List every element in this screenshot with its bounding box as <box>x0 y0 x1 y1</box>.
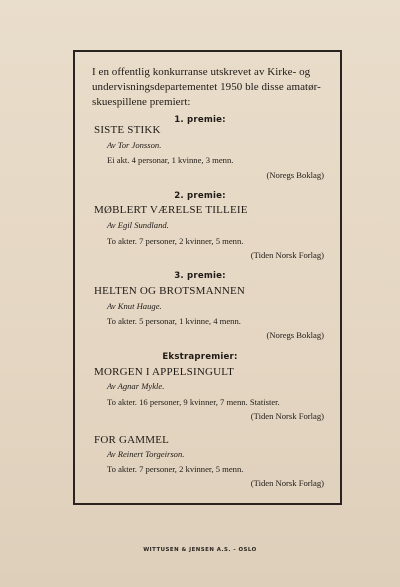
play-author: Av Agnar Mykle. <box>107 381 165 391</box>
prize-heading-text: 3. premie: <box>174 271 226 281</box>
prize-heading <box>0 271 400 281</box>
printer-imprint: WITTUSEN & JENSEN A.S. - OSLO <box>143 547 257 553</box>
play-cast: To akter. 7 personer, 2 kvinner, 5 menn. <box>107 236 244 246</box>
intro-line: I en offentlig konkurranse utskrevet av Kirke- og <box>92 66 311 78</box>
prize-heading-text: Ekstrapremier: <box>162 352 238 362</box>
prize-heading-text: 1. premie: <box>174 115 226 125</box>
play-author: Av Reinert Torgeirson. <box>107 449 185 459</box>
intro-paragraph <box>92 65 336 110</box>
play-publisher: (Tiden Norsk Forlag) <box>250 478 324 488</box>
intro-line: undervisningsdepartementet 1950 ble disse amatør- <box>92 81 321 93</box>
play-author: Av Knut Hauge. <box>107 301 162 311</box>
play-title: FOR GAMMEL <box>94 434 170 446</box>
play-cast: Ei akt. 4 personar, 1 kvinne, 3 menn. <box>107 155 234 165</box>
play-title: MORGEN I APPELSINGULT <box>94 366 235 378</box>
prize-heading-text: 2. premie: <box>174 191 226 201</box>
play-publisher: (Noregs Boklag) <box>266 330 324 340</box>
intro-line: skuespillene premiert: <box>92 96 191 108</box>
prize-heading <box>0 191 400 201</box>
play-cast: To akter. 5 personar, 1 kvinne, 4 menn. <box>107 316 241 326</box>
play-author: Av Egil Sundland. <box>107 220 169 230</box>
play-author: Av Tor Jonsson. <box>107 140 162 150</box>
play-publisher: (Tiden Norsk Forlag) <box>250 250 324 260</box>
play-title: HELTEN OG BROTSMANNEN <box>94 285 246 297</box>
prize-heading <box>0 352 400 362</box>
play-title: MØBLERT VÆRELSE TILLEIE <box>94 204 248 216</box>
prize-heading <box>0 115 400 125</box>
play-cast: To akter. 16 personer, 9 kvinner, 7 menn. Statister. <box>107 397 280 407</box>
play-publisher: (Tiden Norsk Forlag) <box>250 411 324 421</box>
play-title: SISTE STIKK <box>94 124 161 136</box>
play-cast: To akter. 7 personer, 2 kvinner, 5 menn. <box>107 464 244 474</box>
play-publisher: (Noregs Boklag) <box>266 170 324 180</box>
